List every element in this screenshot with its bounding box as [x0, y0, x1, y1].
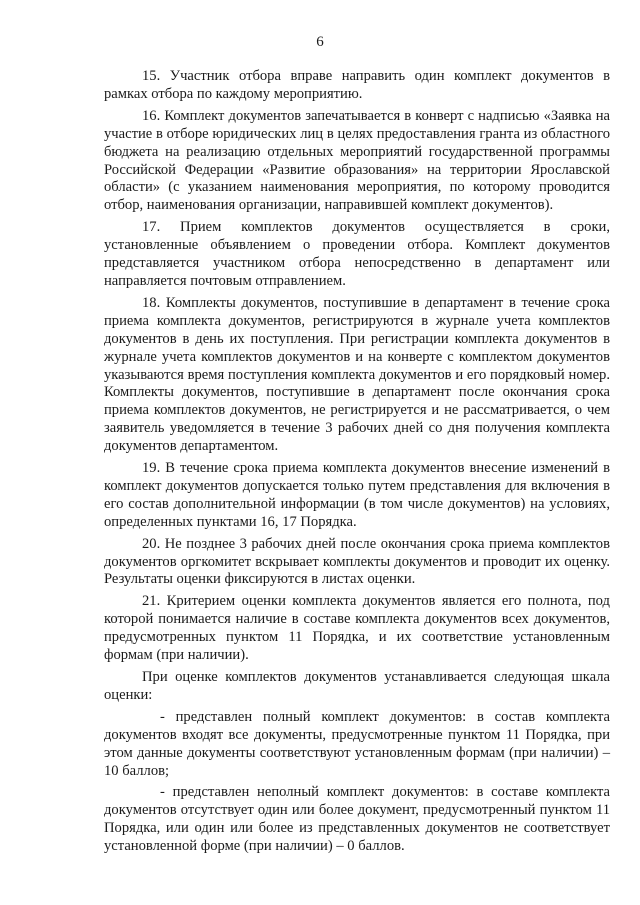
- paragraph-19: 19. В течение срока приема комплекта документов внесение изменений в комплект документов допускается только путем представления для включения в его состав дополнительной информации (в том числе документов) на условиях, определенных пунктами 16, 17 Порядка.: [104, 460, 610, 530]
- paragraph-15: 15. Участник отбора вправе направить один комплект документов в рамках отбора по каждому мероприятию.: [104, 68, 610, 102]
- paragraph-18: 18. Комплекты документов, поступившие в департамент в течение срока приема комплекта документов, регистрируются в журнале учета комплектов документов в день их поступления. При регистрации комплекта документов в журнале учета комплектов документов и на конверте с комплектом документов указываются время поступления комплекта документов и его порядковый номер. Комплекты документов, поступившие в департамент после окончания срока приема комплектов документов, не регистрируется и не рассматривается, о чем заявитель уведомляется в течение 3 рабочих дней со дня получения комплекта документов департаментом.: [104, 294, 610, 455]
- list-item-full-set: - представлен полный комплект документов: в состав комплекта документов входят все документы, предусмотренные пунктом 11 Порядка, при этом данные документы соответствуют установленным формам (при наличии) – 10 баллов;: [104, 708, 610, 779]
- paragraph-17: 17. Прием комплектов документов осуществляется в сроки, установленные объявлением о проведении отбора. Комплект документов представляется участником отбора непосредственно в департамент или направляется почтовым отправлением.: [104, 219, 610, 289]
- paragraph-scale-intro: При оценке комплектов документов устанавливается следующая шкала оценки:: [104, 669, 610, 703]
- paragraph-20: 20. Не позднее 3 рабочих дней после окончания срока приема комплектов документов оргкомитет вскрывает комплекты документов и проводит их оценку. Результаты оценки фиксируются в листах оценки.: [104, 535, 610, 588]
- paragraph-21: 21. Критерием оценки комплекта документов является его полнота, под которой понимается наличие в составе комплекта документов всех документов, предусмотренных пунктом 11 Порядка, и их соответствие установленным формам (при наличии).: [104, 593, 610, 664]
- paragraph-16: 16. Комплект документов запечатывается в конверт с надписью «Заявка на участие в отборе юридических лиц в целях предоставления гранта из областного бюджета на реализацию отдельных мероприятий государственной программы Российской Федерации «Развитие образования» на территории Ярославской области» (с указанием наименования мероприятия, по которому проводится отбор, наименования организации, направившей комплект документов).: [104, 107, 610, 214]
- list-item-incomplete-set: - представлен неполный комплект документов: в составе комплекта документов отсутствует один или более документ, предусмотренный пунктом 11 Порядка, или один или более из представленных документов не соответствует установленной форме (при наличии) – 0 баллов.: [104, 784, 610, 855]
- document-body: [104, 68, 610, 856]
- page-number: 6: [316, 34, 324, 50]
